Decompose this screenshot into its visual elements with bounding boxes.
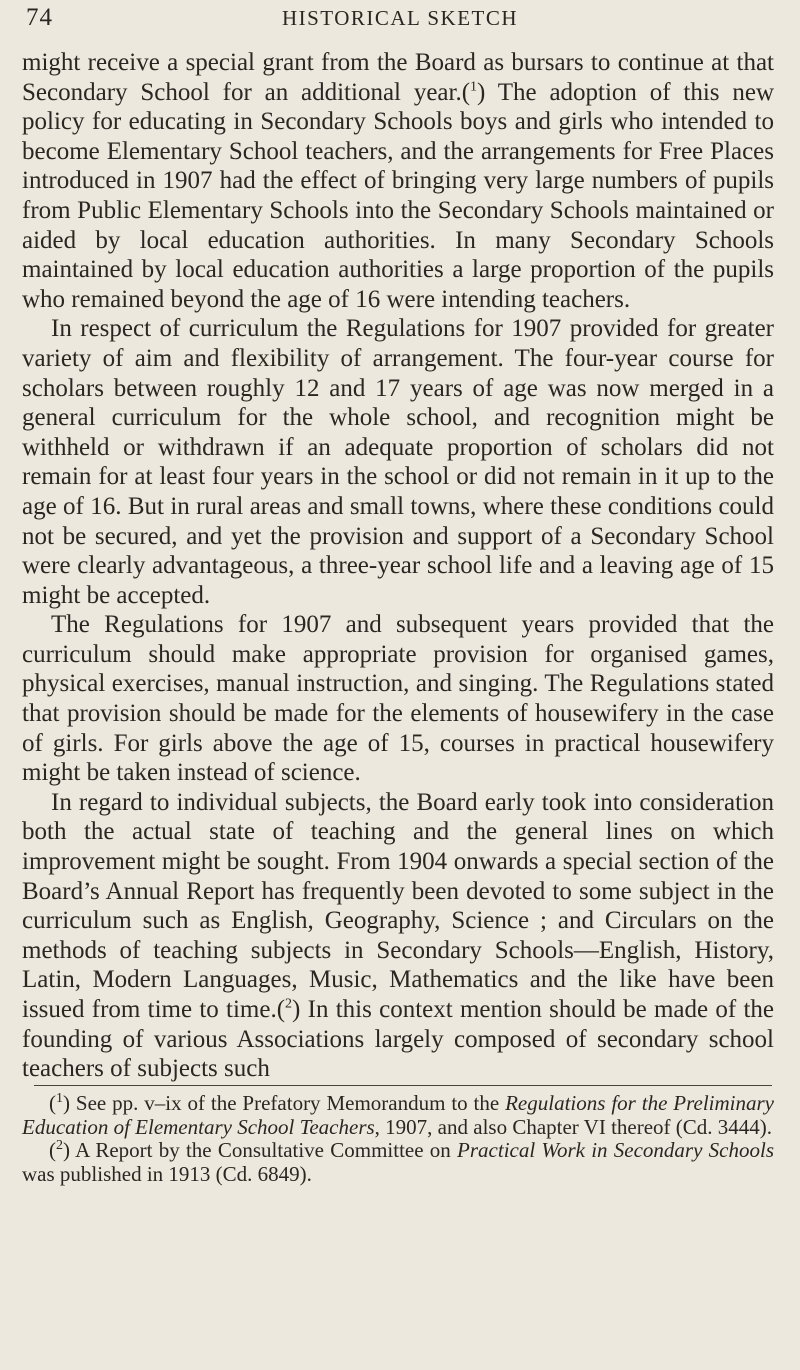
paragraph-1-text-a: might receive a special grant from the Board as bursars to continue at that Secondary School for an additional year.( — [22, 49, 774, 106]
footnote-1-marker: 1 — [56, 1091, 63, 1106]
footnotes — [22, 1092, 774, 1186]
page-number: 74 — [26, 4, 53, 31]
footnote-2-title: Practical Work in Secondary Schools — [457, 1138, 774, 1162]
footnote-2 — [22, 1139, 774, 1186]
paragraph-4 — [22, 788, 774, 1084]
paragraph-4-text-b: ) In this context mention should be made of the founding of various Associations largely composed of secondary school teachers of subjects such — [22, 996, 774, 1083]
running-head — [18, 4, 782, 36]
running-title: HISTORICAL SKETCH — [281, 6, 519, 30]
footnote-1-title: Regulations for the Preliminary Education of Elementary School Teachers — [22, 1091, 774, 1139]
footnote-2-text-b: was published in 1913 (Cd. 6849). — [22, 1161, 312, 1186]
footnote-1 — [22, 1092, 774, 1139]
footnote-rule — [34, 1085, 772, 1086]
body-text — [22, 48, 774, 1084]
footnote-2-marker: 2 — [56, 1138, 63, 1153]
footnote-ref-2: 2 — [285, 996, 293, 1012]
footnote-ref-1: 1 — [470, 79, 478, 95]
paragraph-1 — [22, 48, 774, 314]
footnote-1-text-b: , 1907, and also Chapter VI thereof (Cd. 3444). — [374, 1114, 773, 1139]
footnote-1-marker-open: ( — [49, 1091, 56, 1115]
footnote-1-marker-close: ) — [63, 1091, 70, 1115]
footnote-2-marker-open: ( — [49, 1138, 56, 1162]
footnote-2-marker-close: ) — [63, 1138, 70, 1162]
footnote-2-text-a: A Report by the Consultative Committee on — [70, 1138, 458, 1162]
paragraph-2: In respect of curriculum the Regulations for 1907 provided for greater variety of aim and flexibility of arrangement. The four-year course for scholars between roughly 12 and 17 years of age was now merged in a general curriculum for the whole school, and recognition might be withheld or withdrawn if an adequate proportion of scholars did not remain for at least four years in the school or did not remain in it up to the age of 16. But in rural areas and small towns, where these conditions could not be secured, and yet the provision and support of a Secondary School were clearly advantageous, a three-year school life and a leaving age of 15 might be accepted. — [22, 315, 774, 609]
paragraph-3: The Regulations for 1907 and subsequent years provided that the curriculum should make appropriate provision for organised games, physical exercises, manual instruction, and singing. The Regulations stated that provision should be made for the elements of housewifery in the case of girls. For girls above the age of 15, courses in practical housewifery might be taken instead of science. — [22, 611, 774, 787]
footnote-1-text-a: See pp. v–ix of the Prefatory Memorandum to the — [70, 1091, 506, 1115]
paragraph-1-text-b: ) The adoption of this new policy for educating in Secondary Schools boys and girls who intended to become Elementary School teachers, and the arrangements for Free Places introduced in 1907 had the effect of bringing very large numbers of pupils from Public Elementary Schools into the Secondary Schools maintained or aided by local education authorities. In many Secondary Schools maintained by local education authorities a large proportion of the pupils who remained beyond the age of 16 were intending teachers. — [22, 78, 775, 313]
paragraph-4-text-a: In regard to individual subjects, the Board early took into consideration both the actual state of teaching and the general lines on which improvement might be sought. From 1904 onwards a special section of the Board’s Annual Report has frequently been devoted to some subject in the curriculum such as English, Geography, Science ; and Circulars on the methods of teaching subjects in Secondary Schools—English, History, Latin, Modern Languages, Music, Mathematics and the like have been issued from time to time.( — [22, 788, 774, 1023]
